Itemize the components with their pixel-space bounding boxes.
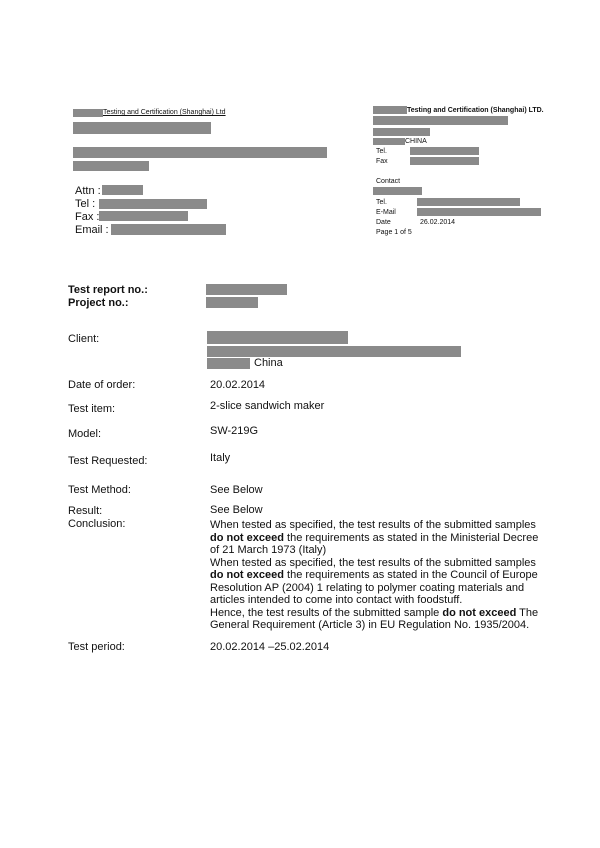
sender-fax-label: Fax : — [75, 211, 100, 223]
redacted-issuer-fax — [410, 157, 479, 165]
issuer-tel-label: Tel. — [376, 148, 387, 155]
test-period-label: Test period: — [68, 641, 125, 653]
test-requested-value: Italy — [210, 452, 231, 464]
redacted-sender-tel — [99, 199, 207, 209]
sender-tel-label: Tel : — [75, 198, 96, 210]
issue-date-label: Date — [376, 219, 391, 226]
redacted-issuer-tel — [410, 147, 479, 155]
contact-label: Contact — [376, 178, 401, 185]
redacted-client-city — [207, 358, 250, 369]
redacted-address-line-3 — [73, 161, 149, 171]
redacted-report-no — [206, 284, 287, 295]
conclusion-emphasis: do not exceed — [442, 606, 517, 619]
conclusion-text-2b: the requirements as stated in the Council of Europe Resolution AP (2004) 1 relating to polymer coating materials and articles intended to come into contact with foodstuff. — [210, 569, 538, 606]
redacted-client-name — [207, 331, 348, 344]
test-item-value: 2-slice sandwich maker — [210, 400, 325, 412]
result-value: See Below — [210, 504, 263, 516]
conclusion-text-1a: When tested as specified, the test results of the submitted samples — [210, 519, 536, 531]
redacted-client-address — [207, 346, 461, 357]
test-method-label: Test Method: — [68, 484, 131, 496]
redacted-contact-tel — [417, 198, 520, 206]
redacted-issuer-city — [373, 138, 405, 145]
issuer-company: Testing and Certification (Shanghai) LTD. — [407, 107, 544, 114]
redacted-company-prefix — [73, 109, 103, 117]
model-label: Model: — [68, 428, 102, 440]
conclusion-emphasis: do not exceed — [210, 531, 284, 544]
result-label: Result: — [68, 505, 103, 517]
attn-label: Attn : — [75, 185, 101, 197]
issuer-country: CHINA — [405, 138, 427, 145]
conclusion-text — [210, 519, 550, 632]
issuer-fax-label: Fax — [376, 158, 388, 165]
conclusion-label: Conclusion: — [68, 518, 126, 530]
test-period-value: 20.02.2014 –25.02.2014 — [210, 641, 330, 653]
redacted-sender-fax — [99, 211, 188, 221]
conclusion-paragraph — [210, 519, 550, 557]
issue-date-value: 26.02.2014 — [420, 219, 456, 226]
client-country: China — [254, 357, 283, 369]
date-of-order-value: 20.02.2014 — [210, 379, 266, 391]
conclusion-paragraph — [210, 607, 550, 632]
redacted-issuer-prefix — [373, 106, 407, 114]
redacted-attn — [102, 185, 143, 195]
redacted-contact-name — [373, 187, 422, 195]
contact-tel-label: Tel. — [376, 199, 387, 206]
sender-email-label: Email : — [75, 224, 109, 236]
project-no-label: Project no.: — [68, 297, 129, 309]
client-label: Client: — [68, 333, 100, 345]
conclusion-text-3b: The General Requirement (Article 3) in EU Regulation No. 1935/2004. — [210, 606, 539, 631]
redacted-project-no — [206, 297, 258, 308]
redacted-issuer-addr-1 — [373, 116, 508, 125]
redacted-sender-email — [111, 224, 226, 235]
page-info: Page 1 of 5 — [376, 229, 412, 236]
date-of-order-label: Date of order: — [68, 379, 136, 391]
conclusion-emphasis: do not exceed — [210, 569, 284, 581]
sender-company: Testing and Certification (Shanghai) Ltd — [103, 109, 226, 116]
redacted-contact-email — [417, 208, 541, 216]
test-item-label: Test item: — [68, 403, 116, 415]
conclusion-paragraph — [210, 557, 550, 607]
test-requested-label: Test Requested: — [68, 455, 148, 467]
report-no-label: Test report no.: — [68, 284, 148, 296]
contact-email-label: E-Mail — [376, 209, 396, 216]
model-value: SW-219G — [210, 425, 259, 437]
conclusion-text-3a: Hence, the test results of the submitted sample — [210, 606, 443, 619]
test-method-value: See Below — [210, 484, 263, 496]
conclusion-text-2a: When tested as specified, the test results of the submitted samples — [210, 556, 536, 569]
redacted-address-line-2 — [73, 147, 327, 158]
conclusion-text-1b: the requirements as stated in the Ministerial Decree of 21 March 1973 (Italy) — [210, 531, 539, 556]
redacted-address-line-1 — [73, 122, 211, 134]
redacted-issuer-addr-2 — [373, 128, 430, 136]
